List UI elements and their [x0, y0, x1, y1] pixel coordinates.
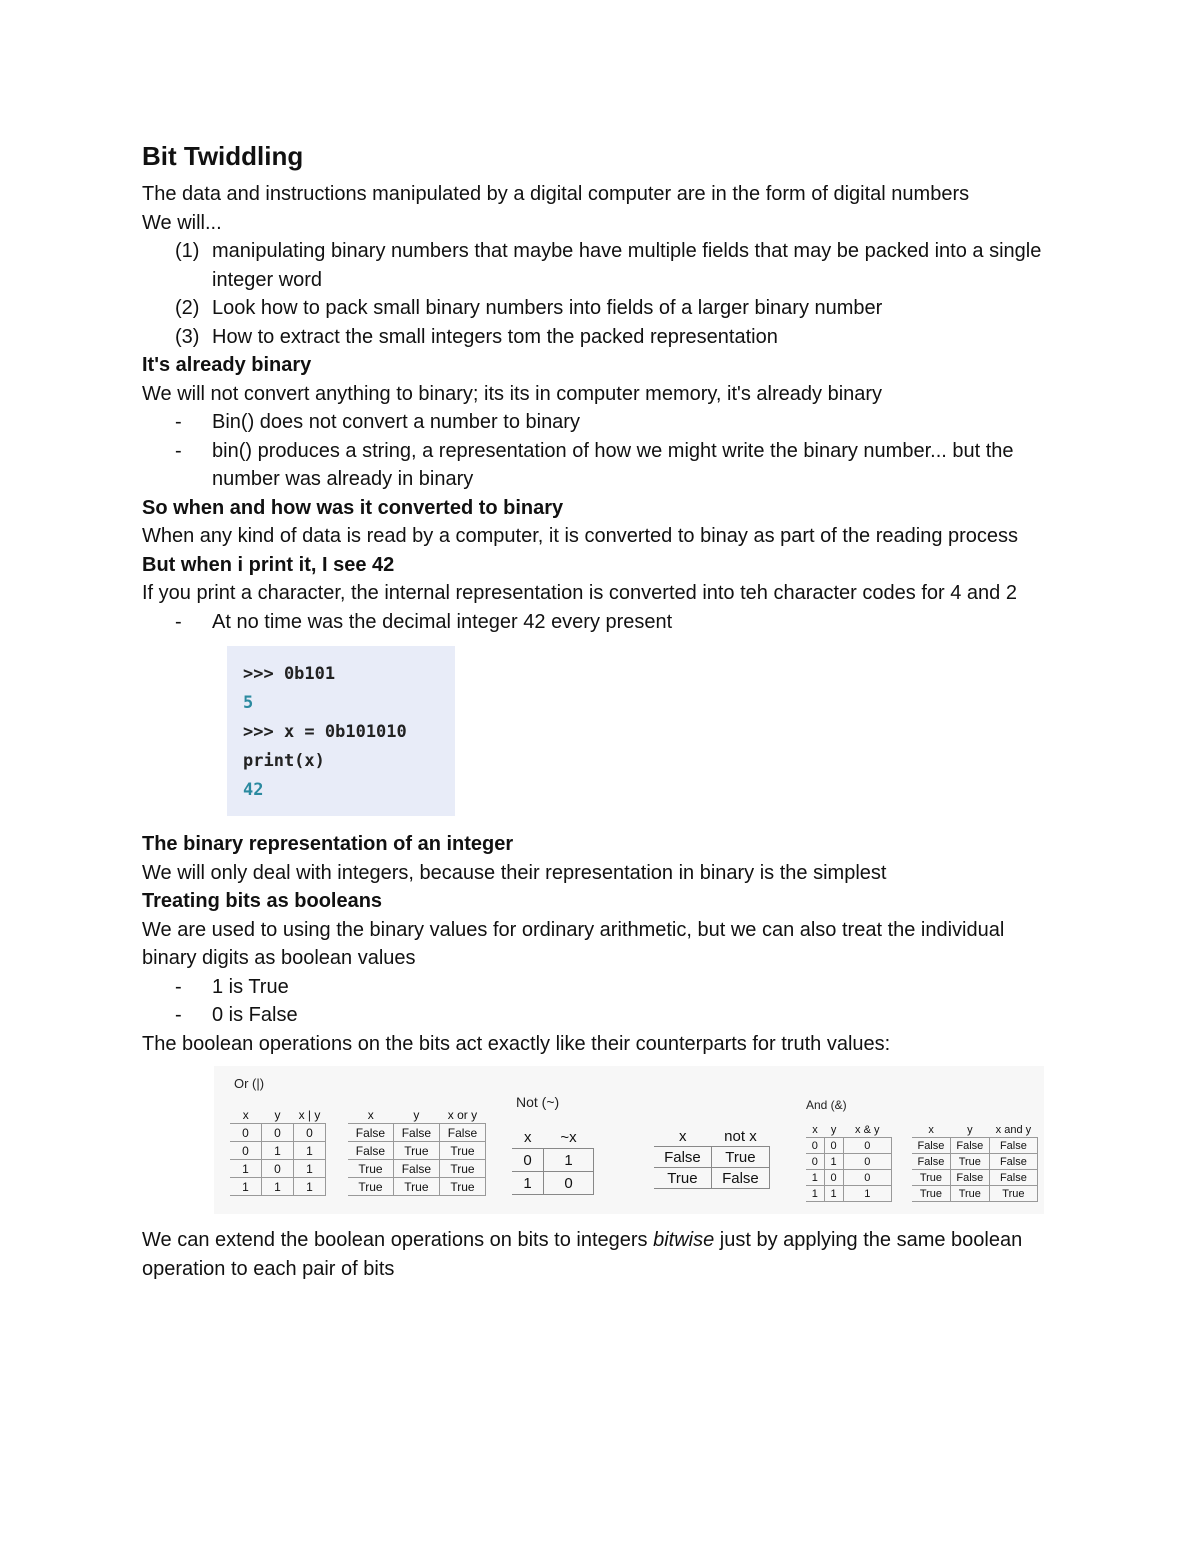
dash-bullet: - [175, 975, 182, 998]
table-cell: True [654, 1168, 711, 1189]
table-row [348, 1124, 486, 1142]
table-cell: 1 [806, 1186, 824, 1202]
closing-text [142, 1226, 1062, 1283]
table-row [654, 1147, 770, 1168]
table-cell: True [950, 1154, 989, 1170]
table-row [512, 1172, 594, 1195]
table-row [512, 1149, 594, 1172]
table-header-cell: x or y [439, 1106, 485, 1124]
or-bool-table [348, 1106, 486, 1196]
table-cell: False [711, 1168, 769, 1189]
bullet-list [142, 408, 1062, 494]
table-cell: False [654, 1147, 711, 1168]
code-output: 5 [243, 693, 254, 713]
or-label: Or (|) [234, 1076, 265, 1091]
table-row [230, 1142, 326, 1160]
table-cell: False [393, 1160, 439, 1178]
table-cell: False [439, 1124, 485, 1142]
code-line: >>> 0b101 [243, 664, 336, 684]
table-row [912, 1170, 1038, 1186]
list-item-text: Bin() does not convert a number to binary [212, 411, 580, 433]
bullet-list [142, 973, 1062, 1030]
list-item [142, 323, 1062, 352]
table-row [912, 1154, 1038, 1170]
dash-bullet: - [175, 439, 182, 462]
table-cell: 0 [843, 1154, 891, 1170]
table-row [230, 1124, 326, 1142]
table-row [348, 1160, 486, 1178]
table-cell: 0 [806, 1154, 824, 1170]
table-cell: 1 [544, 1149, 594, 1172]
table-cell: 1 [294, 1160, 326, 1178]
table-cell: True [912, 1170, 950, 1186]
list-item [142, 608, 1062, 637]
table-cell: 1 [262, 1178, 294, 1196]
list-item [142, 973, 1062, 1002]
table-cell: True [348, 1178, 393, 1196]
table-header-cell: x | y [294, 1106, 326, 1124]
table-cell: True [989, 1186, 1037, 1202]
table-row [912, 1138, 1038, 1154]
table-header-cell: x [912, 1122, 950, 1138]
table-header-cell: x and y [989, 1122, 1037, 1138]
not-label: Not (~) [516, 1094, 560, 1110]
code-snippet [227, 646, 455, 816]
table-cell: 0 [824, 1170, 843, 1186]
table-cell: False [989, 1154, 1037, 1170]
code-line: print(x) [243, 751, 325, 771]
table-cell: 0 [512, 1149, 544, 1172]
table-header-cell: y [824, 1122, 843, 1138]
section-heading: Treating bits as booleans [142, 890, 383, 912]
table-header-cell: x [348, 1106, 393, 1124]
table-row [348, 1178, 486, 1196]
table-row [806, 1154, 892, 1170]
table-cell: True [912, 1186, 950, 1202]
list-item [142, 294, 1062, 323]
not-bits-table [512, 1126, 594, 1195]
table-header-cell: x [230, 1106, 262, 1124]
table-cell: 1 [294, 1178, 326, 1196]
and-label: And (&) [806, 1098, 847, 1112]
table-cell: False [950, 1138, 989, 1154]
list-number: (3) [175, 325, 200, 348]
section-heading: So when and how was it converted to binary [142, 496, 564, 519]
table-cell: 0 [262, 1160, 294, 1178]
table-cell: False [912, 1138, 950, 1154]
table-row [348, 1142, 486, 1160]
table-row [654, 1168, 770, 1189]
table-cell: False [348, 1142, 393, 1160]
table-cell: 1 [806, 1170, 824, 1186]
truth-tables-figure [214, 1066, 1044, 1214]
closing-pre: We can extend the boolean operations on bits to integers [142, 1229, 654, 1251]
table-header-cell: x [512, 1126, 544, 1149]
table-cell: True [950, 1186, 989, 1202]
table-row [806, 1170, 892, 1186]
table-header-cell: y [262, 1106, 294, 1124]
and-bool-table [912, 1122, 1038, 1202]
section-heading: It's already binary [142, 354, 312, 376]
list-item-text: How to extract the small integers tom the packed representation [212, 325, 778, 348]
table-cell: True [711, 1147, 769, 1168]
table-cell: False [989, 1170, 1037, 1186]
section-body: The boolean operations on the bits act exactly like their counterparts for truth values: [142, 1032, 891, 1055]
table-cell: 0 [843, 1170, 891, 1186]
table-cell: 0 [806, 1138, 824, 1154]
table-header-cell: x [654, 1126, 711, 1147]
table-cell: 1 [230, 1178, 262, 1196]
table-cell: 0 [824, 1138, 843, 1154]
table-cell: True [439, 1142, 485, 1160]
table-header-cell: x [806, 1122, 824, 1138]
list-item-text: 1 is True [212, 975, 289, 998]
table-cell: 0 [294, 1124, 326, 1142]
table-header-cell: not x [711, 1126, 769, 1147]
not-bool-table [654, 1126, 770, 1189]
list-item-text: At no time was the decimal integer 42 every present [212, 610, 673, 633]
table-cell: 1 [843, 1186, 891, 1202]
table-header-cell: x & y [843, 1122, 891, 1138]
list-item-text: manipulating binary numbers that maybe have multiple fields that may be packed into a single integer word [212, 240, 1042, 291]
list-number: (1) [175, 240, 200, 262]
table-cell: True [439, 1160, 485, 1178]
table-cell: False [950, 1170, 989, 1186]
table-cell: 0 [230, 1142, 262, 1160]
section-heading: But when i print it, I see 42 [142, 553, 395, 576]
section-heading: The binary representation of an integer [142, 833, 514, 855]
table-cell: 0 [262, 1124, 294, 1142]
dash-bullet: - [175, 1004, 182, 1026]
list-item [142, 408, 1062, 437]
table-header-cell: y [393, 1106, 439, 1124]
list-item-text: 0 is False [212, 1004, 298, 1026]
closing-emphasis: bitwise [653, 1229, 715, 1251]
dash-bullet: - [175, 411, 182, 433]
table-cell: 1 [262, 1142, 294, 1160]
list-number: (2) [175, 297, 200, 319]
table-header-cell: ~x [544, 1126, 594, 1149]
table-cell: True [393, 1142, 439, 1160]
table-cell: 0 [843, 1138, 891, 1154]
table-row [912, 1186, 1038, 1202]
table-cell: 1 [512, 1172, 544, 1195]
bullet-list [142, 608, 1062, 637]
table-cell: 0 [544, 1172, 594, 1195]
table-header-cell: y [950, 1122, 989, 1138]
table-cell: True [348, 1160, 393, 1178]
code-output: 42 [243, 780, 264, 800]
section-body: We will not convert anything to binary; its its in computer memory, it's already binary [142, 382, 883, 405]
table-cell: 1 [230, 1160, 262, 1178]
intro-text: The data and instructions manipulated by a digital computer are in the form of digital numbers [142, 183, 970, 205]
list-item [142, 237, 1062, 294]
table-cell: 0 [230, 1124, 262, 1142]
section-body: If you print a character, the internal representation is converted into teh character codes for 4 and 2 [142, 582, 1017, 604]
table-cell: 1 [824, 1154, 843, 1170]
document-page [142, 138, 1062, 1283]
list-item-text: Look how to pack small binary numbers into fields of a larger binary number [212, 297, 883, 319]
table-row [230, 1178, 326, 1196]
table-cell: False [348, 1124, 393, 1142]
code-line: >>> x = 0b101010 [243, 722, 407, 742]
table-row [806, 1186, 892, 1202]
section-body: When any kind of data is read by a computer, it is converted to binay as part of the reading process [142, 525, 1019, 547]
table-cell: True [439, 1178, 485, 1196]
table-row [230, 1160, 326, 1178]
section-body: We will only deal with integers, because their representation in binary is the simplest [142, 861, 887, 884]
closing-post: just by applying the same boolean operation to each pair of bits [142, 1229, 1023, 1280]
table-cell: False [912, 1154, 950, 1170]
and-bits-table [806, 1122, 892, 1202]
list-item [142, 437, 1062, 494]
or-bits-table [230, 1106, 326, 1196]
dash-bullet: - [175, 610, 182, 633]
page-title: Bit Twiddling [142, 141, 304, 171]
table-cell: False [989, 1138, 1037, 1154]
table-cell: 1 [824, 1186, 843, 1202]
section-body: We are used to using the binary values for ordinary arithmetic, but we can also treat the individual binary digits as boolean values [142, 918, 1005, 969]
table-cell: 1 [294, 1142, 326, 1160]
table-row [806, 1138, 892, 1154]
list-item-text: bin() produces a string, a representation of how we might write the binary number... but the number was already in binary [212, 439, 1014, 490]
table-cell: True [393, 1178, 439, 1196]
we-will-text: We will... [142, 211, 222, 234]
list-item [142, 1001, 1062, 1030]
goals-list [142, 237, 1062, 351]
table-cell: False [393, 1124, 439, 1142]
